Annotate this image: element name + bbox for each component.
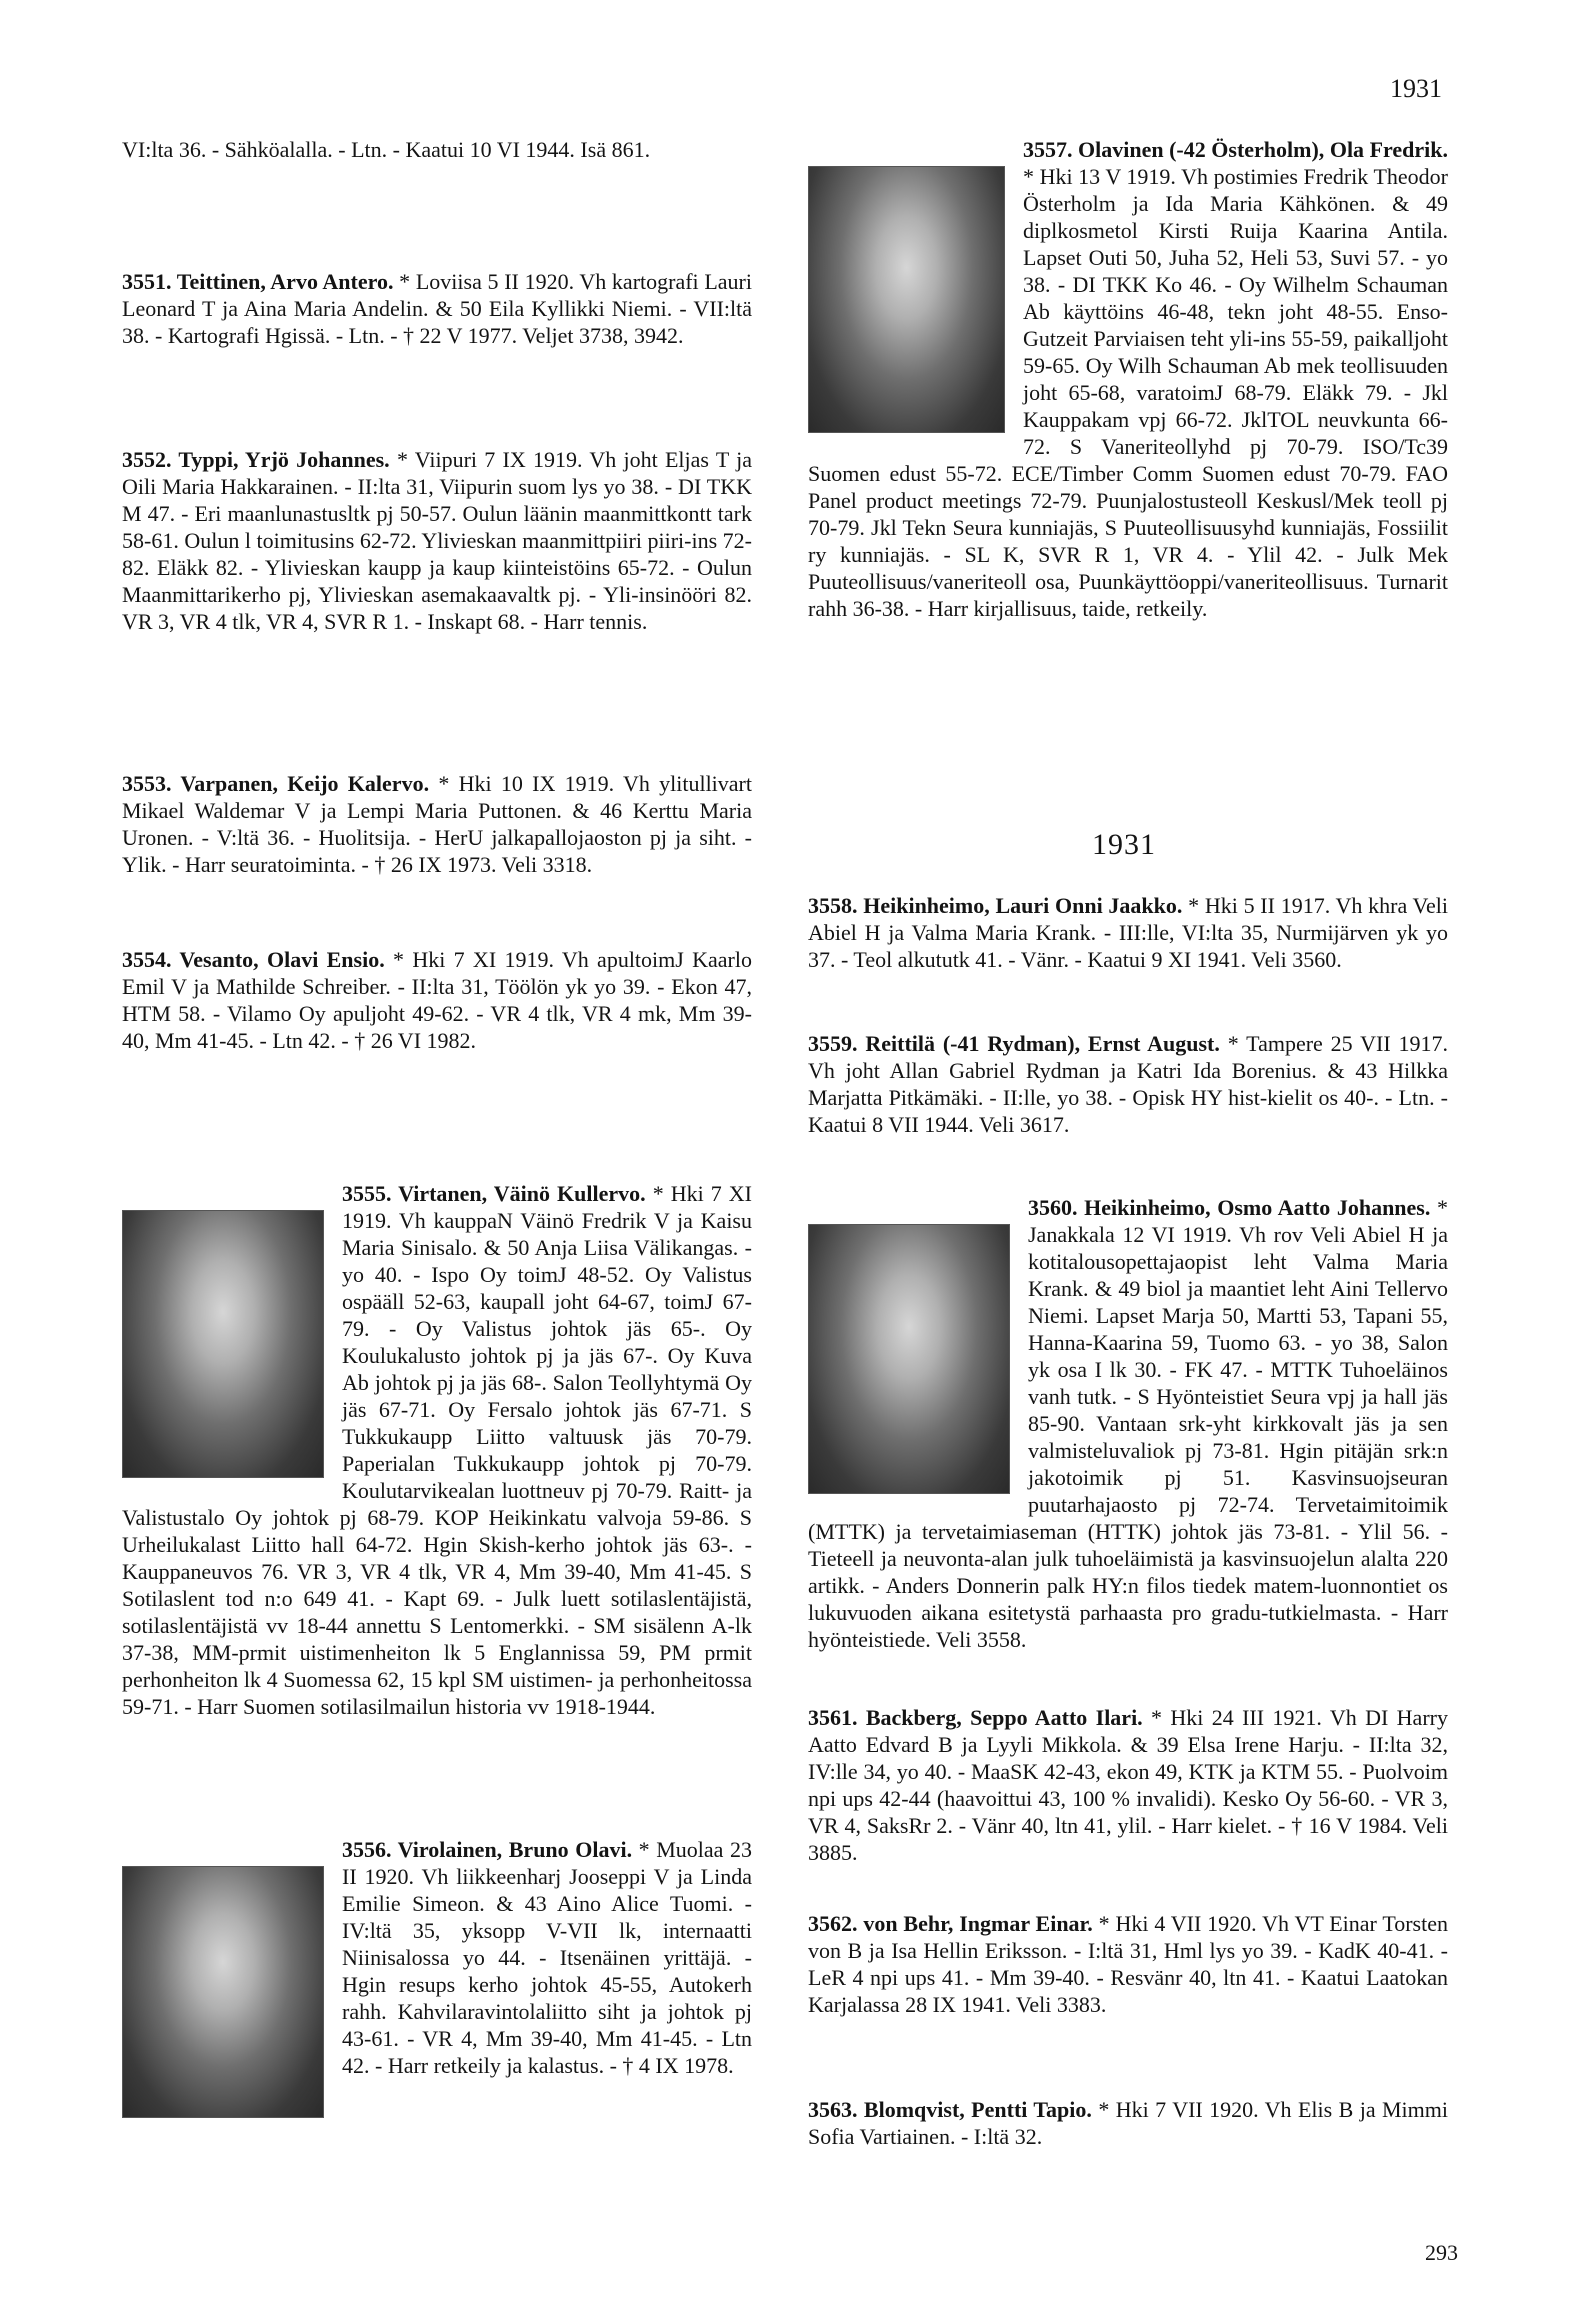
entry-text: * Hki 24 III 1921. Vh DI Harry Aatto Edvard B ja Lyyli Mikkola. & 39 Elsa Irene Harju. - II:lta 32, IV:lle 34, yo 40. - MaaSK 42-43, ekon 49, KTK ja KTM 55. - Puolvoim npi ups 42-44 (haavoittui 43, 100 % invalidi). Kesko Oy 56-60. - VR 3, VR 4, SaksRr 2. - Vänr 40, ltn 41, ylil. - Harr kielet. - † 16 V 1984. Veli 3885. <box>808 1705 1448 1865</box>
entry-heading: 3558. Heikinheimo, Lauri Onni Jaakko. <box>808 893 1183 918</box>
entry-text: * Hki 7 VII 1920. Vh Elis B ja Mimmi Sofia Vartiainen. - I:ltä 32. <box>808 2097 1449 2149</box>
entry-text: * Hki 13 V 1919. Vh postimies Fredrik Theodor Österholm ja Ida Maria Kähkönen. & 49 diplkosmetol Kirsti Ruija Kaarina Antila. Lapset Outi 50, Juha 52, Heli 53, Suvi 57. - yo 38. - DI TKK Ko 46. - Oy Wilhelm Schauman Ab käyttöins 46-48, tekn joht 48-55. Enso-Gutzeit Parviaisen teht yli-ins 55-59, paikalljoht 59-65. Oy Wilh Schauman Ab mek teollisuuden joht 65-68, varatoimJ 68-79. Eläkk 79. - Jkl Kauppakam vpj 66-72. JklTOL neuvkunta 66-72. S Vaneriteollyhd pj 70-79. ISO/Tc39 Suomen edust 55-72. ECE/Timber Comm Suomen edust 70-79. FAO Panel product meetings 72-79. Puunjalostusteoll Keskusl/Mek teoll pj 70-79. Jkl Tekn Seura kunniajäs, S Puuteollisuusyhd kunniajäs, Fossiilit ry kunniajäs. - SL K, SVR R 1, VR 4. - Ylil 42. - Julk Mek Puuteollisuus/vaneriteoll osa, Puunkäyttöoppi/vaneriteollisuus. Turnarit rahh 36-38. - Harr kirjallisuus, taide, retkeily. <box>808 164 1448 621</box>
entry-3557 <box>808 136 1448 622</box>
portrait-photo <box>122 1866 324 2118</box>
entry-text: * Hki 4 VII 1920. Vh VT Einar Torsten von B ja Isa Hellin Eriksson. - I:ltä 31, Hml lys yo 39. - KadK 40-41. - LeR 4 npi ups 41. - Mm 39-40. - Resvänr 40, ltn 41. - Kaatui Laatokan Karjalassa 28 IX 1941. Veli 3383. <box>808 1911 1448 2017</box>
page-number: 293 <box>1425 2240 1458 2265</box>
entry-3556 <box>122 1836 752 2124</box>
portrait-photo <box>808 1224 1010 1494</box>
entry-heading: 3557. Olavinen (-42 Österholm), Ola Fredrik. <box>1023 137 1448 162</box>
entry-3554 <box>122 946 752 1054</box>
entry-heading: 3556. Virolainen, Bruno Olavi. <box>342 1837 633 1862</box>
entry-text: * Hki 7 XI 1919. Vh apultoimJ Kaarlo Emil V ja Mathilde Schreiber. - II:lta 31, Töölön yk yo 39. - Ekon 47, HTM 58. - Vilamo Oy apuljoht 49-62. - VR 4 tlk, VR 4 mk, Mm 39-40, Mm 41-45. - Ltn 42. - † 26 VI 1982. <box>122 947 752 1053</box>
entry-3560 <box>808 1194 1448 1653</box>
entry-text: * Viipuri 7 IX 1919. Vh joht Eljas T ja Oili Maria Hakkarainen. - II:lta 31, Viipurin suom lys yo 38. - DI TKK M 47. - Eri maanlunastusltk pj 50-57. Oulun läänin maanmittkontt tark 58-61. Oulun l toimitusins 62-72. Ylivieskan maanmittpiiri piiri-ins 72-82. Eläkk 82. - Ylivieskan kaupp ja kaup kiinteistöins 65-72. - Oulun Maanmittarikerho pj, Ylivieskan asemakaavaltk pj. - Yli-insinööri 82. VR 3, VR 4 tlk, VR 4, SVR R 1. - Inskapt 68. - Harr tennis. <box>122 447 752 634</box>
entry-heading: 3552. Typpi, Yrjö Johannes. <box>122 447 390 472</box>
entry-continuation <box>122 136 752 163</box>
entry-heading: 3555. Virtanen, Väinö Kullervo. <box>342 1181 646 1206</box>
entry-3553 <box>122 770 752 878</box>
entry-3551 <box>122 268 752 349</box>
portrait-photo <box>122 1210 324 1478</box>
entry-3561 <box>808 1704 1448 1866</box>
entry-heading: 3560. Heikinheimo, Osmo Aatto Johannes. <box>1028 1195 1431 1220</box>
entry-heading: 3553. Varpanen, Keijo Kalervo. <box>122 771 430 796</box>
header-year: 1931 <box>1390 74 1442 103</box>
entry-text: * Tampere 25 VII 1917. Vh joht Allan Gabriel Rydman ja Katri Ida Borenius. & 43 Hilkka Marjatta Pitkämäki. - II:lle, yo 38. - Opisk HY hist-kielit os 40-. - Ltn. - Kaatui 8 VII 1944. Veli 3617. <box>808 1031 1448 1137</box>
portrait-photo <box>808 166 1005 433</box>
entry-heading: 3559. Reittilä (-41 Rydman), Ernst August. <box>808 1031 1220 1056</box>
entry-text: * Loviisa 5 II 1920. Vh kartografi Lauri Leonard T ja Aina Maria Andelin. & 50 Eila Kyllikki Niemi. - VII:ltä 38. - Kartografi Hgissä. - Ltn. - † 22 V 1977. Veljet 3738, 3942. <box>122 269 752 348</box>
entry-heading: 3554. Vesanto, Olavi Ensio. <box>122 947 385 972</box>
entry-text: VI:lta 36. - Sähköalalla. - Ltn. - Kaatui 10 VI 1944. Isä 861. <box>122 137 651 162</box>
entry-heading: 3563. Blomqvist, Pentti Tapio. <box>808 2097 1092 2122</box>
entry-text: * Hki 5 II 1917. Vh khra Veli Abiel H ja Valma Maria Krank. - III:lle, VI:lta 35, Nurmijärven yk yo 37. - Teol alkututk 41. - Vänr. - Kaatui 9 XI 1941. Veli 3560. <box>808 893 1448 972</box>
entry-heading: 3562. von Behr, Ingmar Einar. <box>808 1911 1093 1936</box>
entry-3559 <box>808 1030 1448 1138</box>
entry-text: * Muolaa 23 II 1920. Vh liikkeenharj Jooseppi V ja Linda Emilie Simeon. & 43 Aino Alice Tuomi. - IV:ltä 35, yksopp V-VII lk, internaatti Niinisalossa yo 44. - Itsenäinen yrittäjä. - Hgin resups kerho johtok 45-55, Autokerh rahh. Kahvilaravintolaliitto siht ja johtok pj 43-61. - VR 4, Mm 39-40, Mm 41-45. - Ltn 42. - Harr retkeily ja kalastus. - † 4 IX 1978. <box>342 1837 753 2078</box>
entry-heading: 3551. Teittinen, Arvo Antero. <box>122 269 394 294</box>
entry-3555 <box>122 1180 752 1720</box>
entry-3552 <box>122 446 752 635</box>
entry-3558 <box>808 892 1448 973</box>
entry-text: * Hki 10 IX 1919. Vh ylitullivart Mikael Waldemar V ja Lempi Maria Puttonen. & 46 Kerttu Maria Uronen. - V:ltä 36. - Huolitsija. - HerU jalkapallojaoston pj ja siht. - Ylik. - Harr seuratoiminta. - † 26 IX 1973. Veli 3318. <box>122 771 752 877</box>
entry-3563 <box>808 2096 1448 2150</box>
entry-heading: 3561. Backberg, Seppo Aatto Ilari. <box>808 1705 1143 1730</box>
section-year-heading: 1931 <box>1092 828 1156 861</box>
entry-text: * Hki 7 XI 1919. Vh kauppaN Väinö Fredrik V ja Kaisu Maria Sinisalo. & 50 Anja Liisa Välikangas. - yo 40. - Ispo Oy toimJ 48-52. Oy Valistus ospääll 52-63, kaupall joht 64-67, toimJ 67-79. - Oy Valistus johtok jäs 65-. Oy Koulukalusto johtok pj ja jäs 67-. Oy Kuva Ab johtok pj ja jäs 68-. Salon Teollyhtymä Oy jäs 67-71. Oy Fersalo johtok jäs 67-71. S Tukkukaupp Liitto valtuusk jäs 70-79. Paperialan Tukkukaupp johtok pj 70-79. Koulutarvikealan luottneuv pj 70-79. Raitt- ja Valistustalo Oy johtok pj 68-79. KOP Heikinkatu valvoja 59-86. S Urheilukalast Liitto hall 64-72. Hgin Skish-kerho johtok jäs 63-. - Kauppaneuvos 76. VR 3, VR 4 tlk, VR 4, Mm 39-40, Mm 41-45. S Sotilaslent tod n:o 649 41. - Kapt 69. - Julk luett sotilaslentäjistä, sotilaslentäjistä vv 18-44 annettu S Lentomerkki. - SM sisälenn A-lk 37-38, MM-prmit uistimenheiton lk 5 Englannissa 59, PM prmit perhonheiton lk 4 Suomessa 62, 15 kpl SM uistimen- ja perhonheitossa 59-71. - Harr Suomen sotilasilmailun historia vv 1918-1944. <box>122 1181 752 1719</box>
entry-text: * Janakkala 12 VI 1919. Vh rov Veli Abiel H ja kotitalousopettajaopist leht Valma Maria Krank. & 49 biol ja maantiet leht Aini Tellervo Niemi. Lapset Marja 50, Martti 53, Tapani 55, Hanna-Kaarina 59, Tuomo 63. - yo 38, Salon yk osa I lk 30. - FK 47. - MTTK Tuhoeläinos vanh tutk. - S Hyönteistiet Seura vpj ja hall jäs 85-90. Vantaan srk-yht kirkkovalt jäs ja sen valmisteluvaliok pj 73-81. Hgin pitäjän srk:n jakotoimik pj 51. Kasvinsuojseuran puutarhajaosto pj 72-74. Tervetaimitoimik (MTTK) ja tervetaimiaseman (HTTK) johtok jäs 73-81. - Ylil 56. - Tieteell ja neuvonta-alan julk tuhoeläimistä ja kasvinsuojelun alalta 220 artikk. - Anders Donnerin palk HY:n filos tiedek matem-luonnontiet os lukuvuoden aikana esitetystä parhaasta pro gradu-tutkielmasta. - Harr hyönteistiede. Veli 3558. <box>808 1195 1448 1652</box>
entry-3562 <box>808 1910 1448 2018</box>
